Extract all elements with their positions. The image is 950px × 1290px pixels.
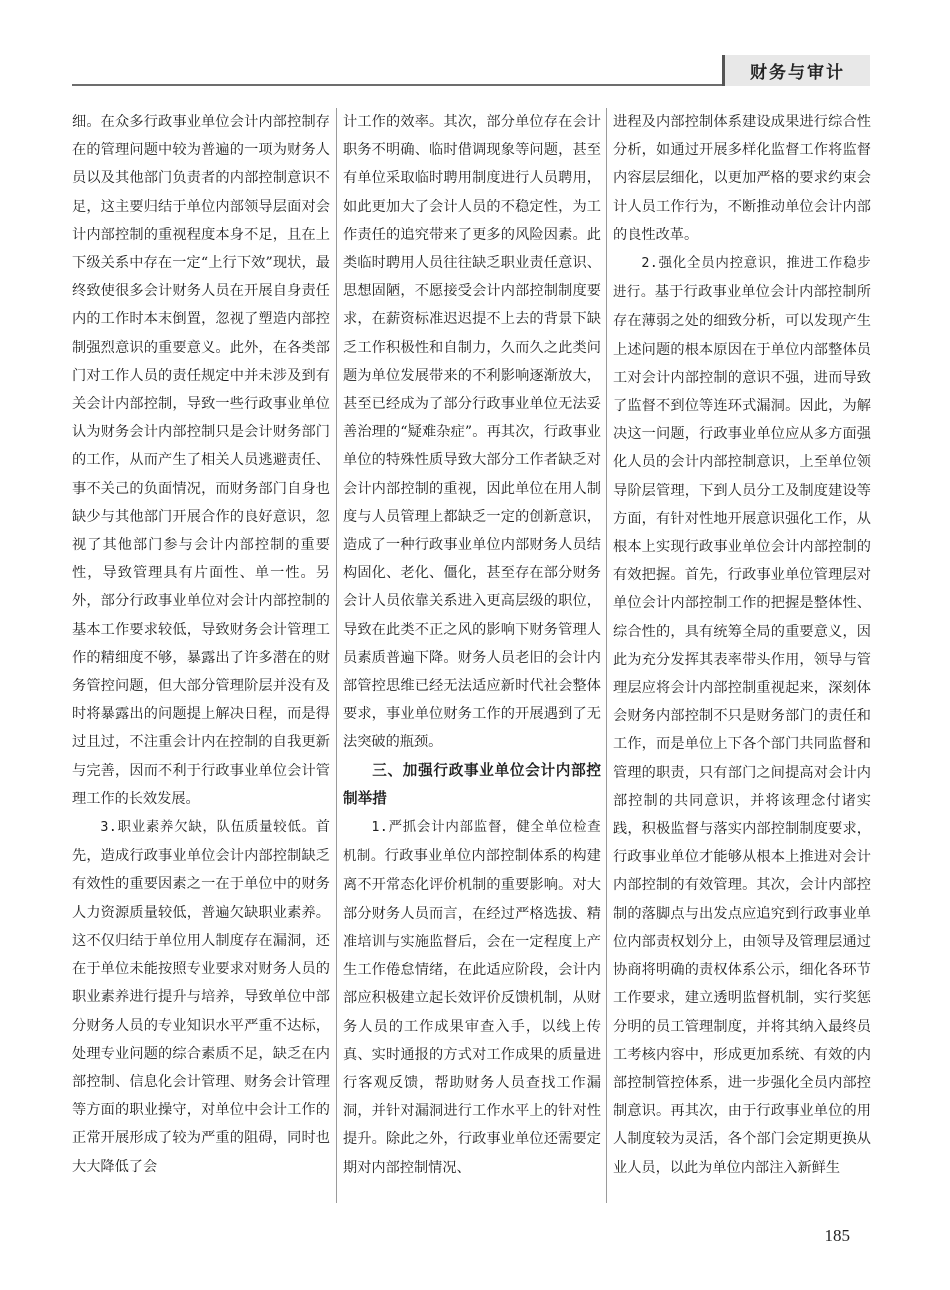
paragraph-body: 首先，造成行政事业单位会计内部控制缺乏有效性的重要因素之一在于单位中的财务人力资源质量较低，普遍欠缺职业素养。这不仅归结于单位用人制度存在漏洞，还在于单位未能按照专业要求对财务人员的职业素养进行提升与培养，导致单位中部分财务人员的专业知识水平严重不达标，处理专业问题的综合素质不足，缺乏在内部控制、信息化会计管理、财务会计管理等方面的职业操守，对单位中会计工作的正常开展形成了较为严重的阻碍，同时也大大降低了会 xyxy=(72,819,330,1175)
paragraph xyxy=(72,813,330,1181)
paragraph-body: 基于行政事业单位会计内部控制所存在薄弱之处的细致分析，可以发现产生上述问题的根本原因在于单位内部整体员工对会计内部控制的意识不强，进而导致了监督不到位等连环式漏洞。因此，为解决这一问题，行政事业单位应从多方面强化人员的会计内部控制意识，上至单位领导阶层管理，下到人员分工及制度建设等方面，有针对性地开展意识强化工作，从根本上实现行政事业单位会计内部控制的有效把握。首先，行政事业单位管理层对单位会计内部控制工作的把握是整体性、综合性的，具有统筹全局的重要意义，因此为充分发挥其表率带头作用，领导与管理层应将会计内部控制重视起来，深刻体会财务内部控制不只是财务部门的责任和工作，而是单位上下各个部门共同监督和管理的职责，只有部门之间提高对会计内部控制的共同意识，并将该理念付诸实践，积极监督与落实内部控制制度要求，行政事业单位才能够从根本上推进对会计内部控制的有效管理。其次，会计内部控制的落脚点与出发点应追究到行政事业单位内部责权划分上，由领导及管理层通过协商将明确的责权体系公示，细化各环节工作要求，建立透明监督机制，实行奖惩分明的员工管理制度，并将其纳入最终员工考核内容中，形成更加系统、有效的内部控制管控体系，进一步强化全员内部控制意识。再其次，由于行政事业单位的用人制度较为灵活，各个部门会定期更换从业人员，以此为单位内部注入新鲜生 xyxy=(613,284,871,1176)
paragraph: 细。在众多行政事业单位会计内部控制存在的管理问题中较为普遍的一项为财务人员以及其他部门负责者的内部控制意识不足，这主要归结于单位内部领导层面对会计内部控制的重视程度本身不足，且在上下级关系中存在一定“上行下效”现状，最终致使很多会计财务人员在开展自身责任内的工作时本末倒置，忽视了塑造内部控制强烈意识的重要意义。此外，在各类部门对工作人员的责任规定中并未涉及到有关会计内部控制，导致一些行政事业单位认为财务会计内部控制只是会计财务部门的工作，从而产生了相关人员逃避责任、事不关己的负面情况，而财务部门自身也缺少与其他部门开展合作的良好意识，忽视了其他部门参与会计内部控制的重要性，导致管理具有片面性、单一性。另外，部分行政事业单位对会计内部控制的基本工作要求较低，导致财务会计管理工作的精细度不够，暴露出了许多潜在的财务管控问题，但大部分管理阶层并没有及时将暴露出的问题提上解决日程，而是得过且过，不注重会计内在控制的自我更新与完善，因而不利于行政事业单位会计管理工作的长效发展。 xyxy=(72,114,330,807)
paragraph xyxy=(613,249,871,1182)
text-column-1 xyxy=(72,108,330,1218)
paragraph: 计工作的效率。其次，部分单位存在会计职务不明确、临时借调现象等问题，甚至有单位采取临时聘用制度进行人员聘用，如此更加大了会计人员的不稳定性，为工作责任的追究带来了更多的风险因素。此类临时聘用人员往往缺乏职业责任意识、思想固陋，不愿接受会计内部控制制度要求，在薪资标准迟迟提不上去的背景下缺乏工作积极性和自制力，久而久之此类问题为单位发展带来的不利影响逐渐放大，甚至已经成为了部分行政事业单位无法妥善治理的“疑难杂症”。再其次，行政事业单位的特殊性质导致大部分工作者缺乏对会计内部控制的重视，因此单位在用人制度与人员管理上都缺乏一定的创新意识，造成了一种行政事业单位内部财务人员结构固化、老化、僵化，甚至存在部分财务会计人员依靠关系进入更高层级的职位，导致在此类不正之风的影响下财务管理人员素质普遍下降。财务人员老旧的会计内部管控思维已经无法适应新时代社会整体要求，事业单位财务工作的开展遇到了无法突破的瓶颈。 xyxy=(343,114,601,751)
subsection-heading: 2.强化全员内控意识，推进工作稳步进行。 xyxy=(613,256,871,301)
column-divider xyxy=(336,108,337,1203)
page-number: 185 xyxy=(824,1226,850,1245)
subsection-heading: 3.职业素养欠缺，队伍质量较低。 xyxy=(100,820,316,836)
section-heading: 三、加强行政事业单位会计内部控制举措 xyxy=(343,761,601,807)
paragraph: 进程及内部控制体系建设成果进行综合性分析，如通过开展多样化监督工作将监督内容层层细化，以更加严格的要求约束会计人员工作行为，不断推动单位会计内部的良性改革。 xyxy=(613,114,871,243)
column-divider xyxy=(606,108,607,1203)
journal-section-title: 财务与审计 xyxy=(722,55,870,86)
paragraph-body: 行政事业单位内部控制体系的构建离不开常态化评价机制的重要影响。对大部分财务人员而言，在经过严格选拔、精准培训与实施监督后，会在一定程度上产生工作倦怠情绪，在此适应阶段，会计内部应积极建立起长效评价反馈机制，从财务人员的工作成果审查入手，以线上传真、实时通报的方式对工作成果的质量进行客观反馈，帮助财务人员查找工作漏洞，并针对漏洞进行工作水平上的针对性提升。除此之外，行政事业单位还需要定期对内部控制情况、 xyxy=(343,848,601,1176)
text-column-3 xyxy=(613,108,871,1218)
text-column-2 xyxy=(343,108,601,1218)
subsection-heading: 1.严抓会计内部监督，健全单位检查机制。 xyxy=(343,820,601,865)
paragraph xyxy=(343,813,601,1182)
